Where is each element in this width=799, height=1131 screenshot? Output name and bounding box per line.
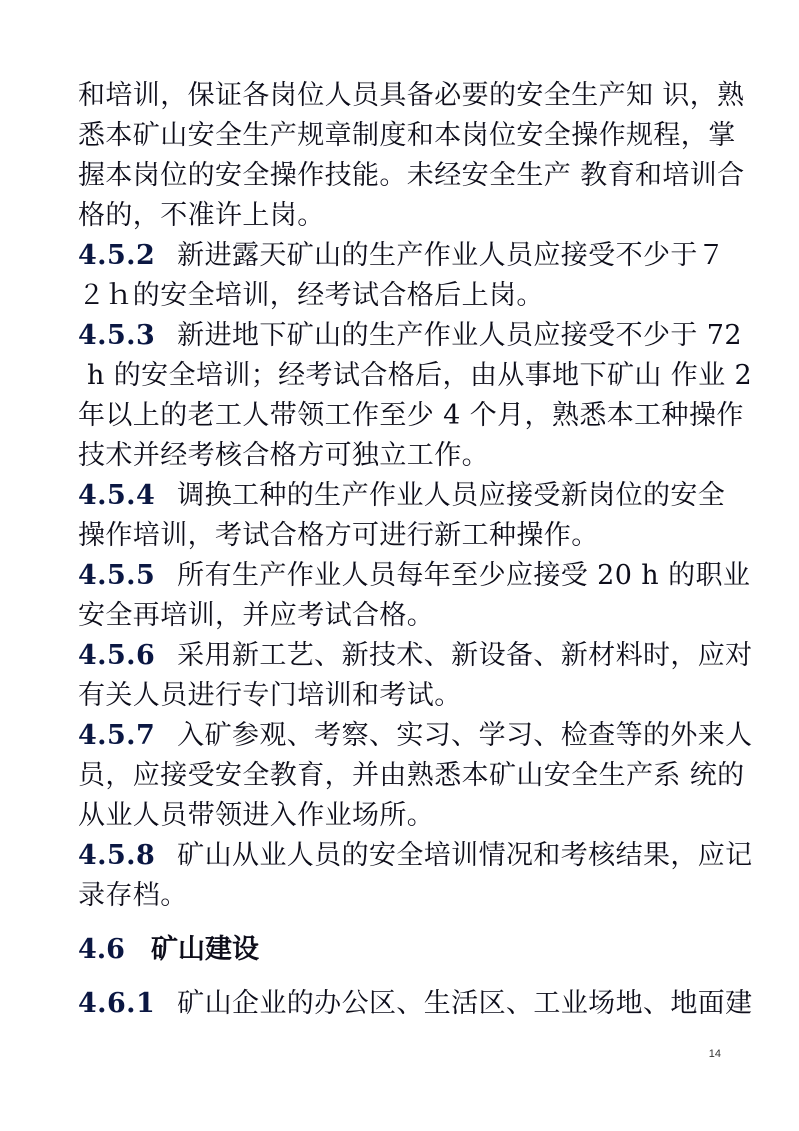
clause-number: 4.5.3 xyxy=(78,320,156,351)
paragraph-line: 有关人员进行专门培训和考试。 xyxy=(78,680,462,711)
page-number: 14 xyxy=(708,1048,721,1060)
clause-text: 采用新工艺、新技术、新设备、新材料时，应对 xyxy=(177,640,753,671)
clause-4-5-4 xyxy=(78,476,728,556)
clause-text: 所有生产作业人员每年至少应接受 20 h 的职业 xyxy=(177,560,751,591)
clause-number: 4.5.4 xyxy=(78,480,156,511)
paragraph-line: 悉本矿山安全生产规章制度和本岗位安全操作规程，掌 xyxy=(78,120,736,151)
clause-number: 4.6.1 xyxy=(78,988,156,1019)
clause-4-5-3 xyxy=(78,316,753,476)
paragraph-line: 和培训，保证各岗位人员具备必要的安全生产知 识，熟 xyxy=(78,80,745,111)
clause-number: 4.5.5 xyxy=(78,560,156,591)
paragraph-line: 年以上的老工人带领工作至少 4 个月，熟悉本工种操作 xyxy=(78,400,744,431)
section-number: 4.6 xyxy=(78,934,125,965)
paragraph-line: 安全再培训，并应考试合格。 xyxy=(78,600,435,631)
clause-4-5-5 xyxy=(78,556,751,636)
clause-text: 入矿参观、考察、实习、学习、检查等的外来人 xyxy=(177,720,753,751)
clause-text: 新进地下矿山的生产作业人员应接受不少于 72 xyxy=(177,320,742,351)
clause-4-5-7 xyxy=(78,716,753,836)
clause-text: 矿山从业人员的安全培训情况和考核结果，应记 xyxy=(177,840,753,871)
document-body xyxy=(78,76,753,1024)
clause-text: 调换工种的生产作业人员应接受新岗位的安全 xyxy=(177,480,726,511)
paragraph-line: 操作培训，考试合格方可进行新工种操作。 xyxy=(78,520,599,551)
paragraph-line: 从业人员带领进入作业场所。 xyxy=(78,800,435,831)
clause-4-5-6 xyxy=(78,636,753,716)
section-title: 矿山建设 xyxy=(150,934,259,965)
paragraph-line: h 的安全培训；经考试合格后，由从事地下矿山 作业 2 xyxy=(78,360,753,391)
clause-4-5-8 xyxy=(78,836,753,916)
intro-paragraph xyxy=(78,76,745,236)
clause-number: 4.5.2 xyxy=(78,240,156,271)
clause-4-6-1 xyxy=(78,984,753,1024)
paragraph-line: 格的，不准许上岗。 xyxy=(78,200,325,231)
clause-text: 新进露天矿山的生产作业人员应接受不少于７ xyxy=(177,240,726,271)
paragraph-line: 员，应接受安全教育，并由熟悉本矿山安全生产系 统的 xyxy=(78,760,745,791)
paragraph-line: 录存档。 xyxy=(78,880,188,911)
clause-4-5-2 xyxy=(78,236,728,316)
clause-text: 矿山企业的办公区、生活区、工业场地、地面建 xyxy=(177,988,753,1019)
section-heading xyxy=(78,930,728,970)
paragraph-line: 技术并经考核合格方可独立工作。 xyxy=(78,440,489,471)
paragraph-line: ２ｈ的安全培训，经考试合格后上岗。 xyxy=(78,280,544,311)
clause-number: 4.5.6 xyxy=(78,640,156,671)
clause-number: 4.5.7 xyxy=(78,720,156,751)
clause-number: 4.5.8 xyxy=(78,840,156,871)
paragraph-line: 握本岗位的安全操作技能。未经安全生产 教育和培训合 xyxy=(78,160,745,191)
